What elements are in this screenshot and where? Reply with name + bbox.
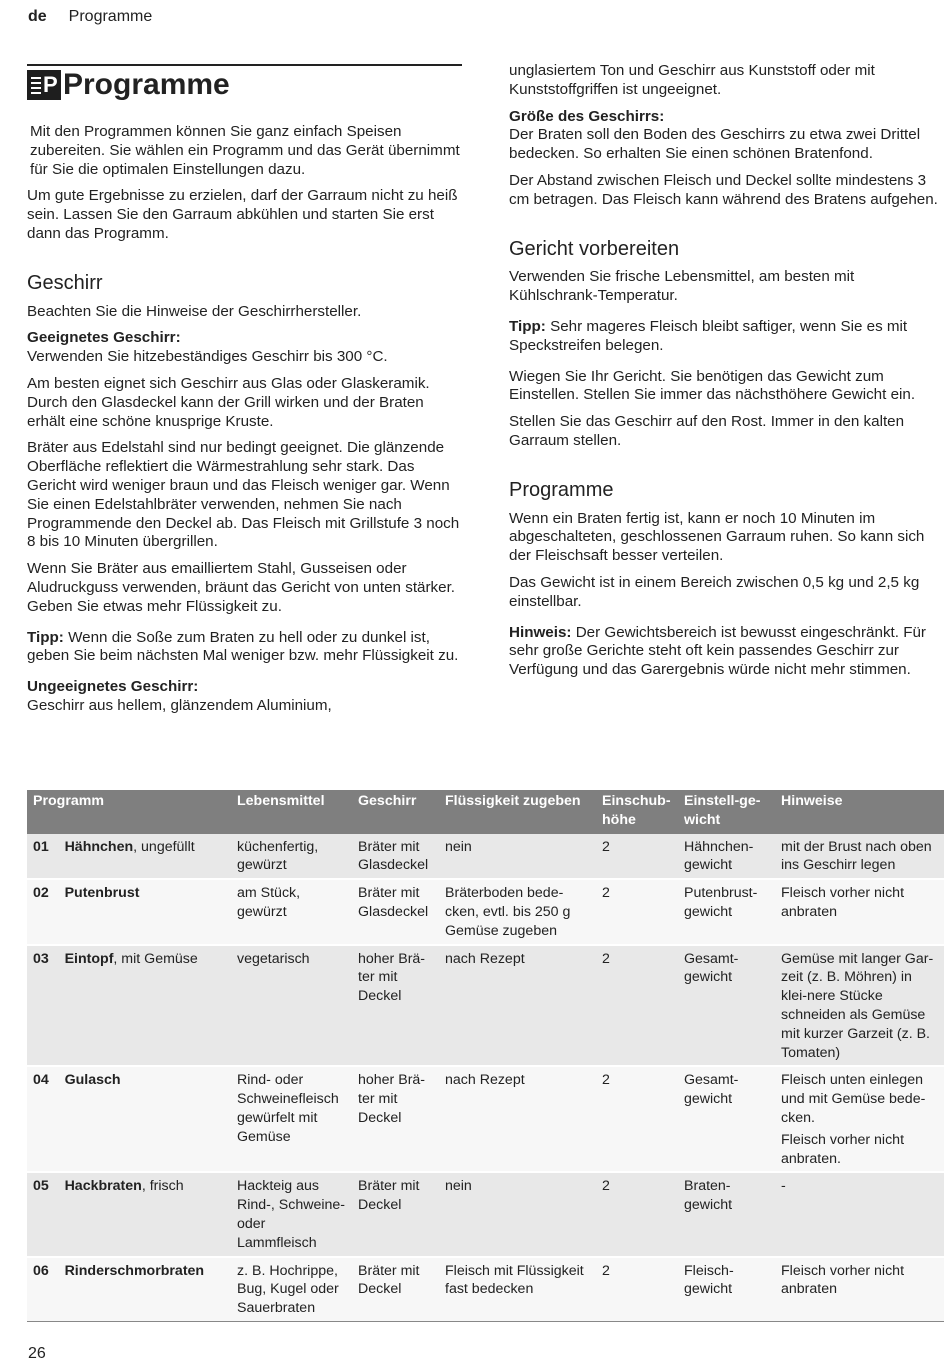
liquid-cell: nach Rezept (439, 1066, 596, 1172)
program-cell (27, 1172, 231, 1256)
program-cell (27, 834, 231, 880)
program-number: 01 (33, 838, 49, 855)
abstand-paragraph: Der Abstand zwischen Fleisch und Deckel sollte mindestens 3 cm betragen. Das Fleisch kann während des Bratens aufgehen. (509, 171, 938, 208)
table-row (27, 1172, 944, 1256)
gericht-tipp-label: Tipp: (509, 317, 546, 335)
note-cell: - (775, 1172, 944, 1256)
food-cell: z. B. Hochrippe, Bug, Kugel oder Sauerbraten (231, 1257, 352, 1322)
liquid-cell: Bräterboden bede-cken, evtl. bis 250 g Gemüse zugeben (439, 879, 596, 944)
edelstahl-paragraph: Bräter aus Edelstahl sind nur bedingt geeignet. Die glänzende Oberfläche reflektiert die Wärmestrahlung sehr stark. Das Gericht wird weniger braun und das Fleisch weniger gar. Wenn Sie einen Edelstahlbräter verwenden, nehmen Sie nach Programmende den Deckel ab. Das Fleisch mit Grillstufe 3 noch 8 bis 10 Minuten übergrillen. (27, 439, 460, 551)
email-paragraph: Wenn Sie Bräter aus emailliertem Stahl, Gusseisen oder Aludruckguss verwenden, bräunt das Gericht von unten stärker. Geben Sie etwas mehr Flüssigkeit zu. (27, 560, 456, 615)
header-hinweise: Hinweise (775, 790, 944, 834)
program-cell (27, 1066, 231, 1172)
weight-cell: Fleisch-gewicht (678, 1257, 775, 1322)
hinweis-text: Der Gewichtsbereich ist bewusst eingeschränkt. Für sehr große Gerichte steht oft kein passendes Geschirr zur Verfügung und das Garergebnis würde nicht mehr stimmen. (509, 623, 926, 679)
program-name: Hähnchen (64, 838, 134, 855)
level-cell: 2 (596, 1172, 678, 1256)
level-cell: 2 (596, 879, 678, 944)
ungeeignet-text: Geschirr aus hellem, glänzendem Aluminium, (27, 696, 332, 714)
program-number: 06 (33, 1262, 49, 1279)
geschirr-heading: Geschirr (27, 271, 103, 294)
ungeeignet-label: Ungeeignetes Geschirr: (27, 678, 199, 696)
groesse-label: Größe des Geschirrs: (509, 107, 665, 125)
table-row (27, 945, 944, 1067)
header-lebensmittel: Lebensmittel (231, 790, 352, 834)
main-title (27, 68, 462, 102)
program-name: Gulasch (64, 1072, 121, 1089)
program-table (27, 790, 944, 1322)
header-geschirr: Geschirr (352, 790, 439, 834)
note-line-1: Fleisch unten einlegen und mit Gemüse bede-cken. (781, 1072, 926, 1126)
geschirr-paragraph: Beachten Sie die Hinweise der Geschirrhersteller. (27, 302, 362, 320)
level-cell: 2 (596, 1066, 678, 1172)
program-suffix: , frisch (141, 1178, 184, 1195)
groesse-text: Der Braten soll den Boden des Geschirrs zu etwa zwei Drittel bedecken. So erhalten Sie einen schönen Bratenfond. (509, 126, 921, 163)
note-cell: Fleisch vorher nicht anbraten (775, 1257, 944, 1322)
page-number: 26 (28, 1345, 46, 1362)
level-cell: 2 (596, 945, 678, 1067)
gericht-heading: Gericht vorbereiten (509, 237, 680, 260)
gericht-tipp (509, 318, 945, 356)
header-fluessigkeit: Flüssigkeit zugeben (439, 790, 596, 834)
left-column (27, 62, 462, 716)
liquid-cell: nach Rezept (439, 945, 596, 1067)
program-name: Rinderschmorbraten (64, 1262, 205, 1279)
program-cell (27, 1257, 231, 1322)
programme-heading: Programme (509, 478, 614, 501)
table-header-row (27, 790, 944, 834)
dish-cell: Bräter mit Deckel (352, 1257, 439, 1322)
dish-cell: hoher Brä-ter mit Deckel (352, 945, 439, 1067)
program-number: 02 (33, 885, 49, 902)
intro-paragraph-2: Um gute Ergebnisse zu erzielen, darf der Garraum nicht zu heiß sein. Lassen Sie den Garraum abkühlen und starten Sie erst dann das Programm. (27, 187, 458, 242)
tipp-paragraph (27, 629, 462, 667)
program-icon: P (27, 70, 61, 100)
weight-cell: Gesamt-gewicht (678, 1066, 775, 1172)
tipp-text: Wenn die Soße zum Braten zu hell oder zu dunkel ist, geben Sie beim nächsten Mal weniger bzw. mehr Flüssigkeit zu. (27, 628, 459, 665)
program-cell (27, 879, 231, 944)
program-name: Eintopf (64, 950, 114, 967)
weight-cell: Gesamt-gewicht (678, 945, 775, 1067)
table-row (27, 879, 944, 944)
geeignet-text: Verwenden Sie hitzebeständiges Geschirr bis 300 °C. (27, 348, 388, 366)
level-cell: 2 (596, 834, 678, 880)
program-number: 05 (33, 1178, 49, 1195)
liquid-cell: nein (439, 834, 596, 880)
note-cell: Fleisch vorher nicht anbraten (775, 879, 944, 944)
food-cell: küchenfertig, gewürzt (231, 834, 352, 880)
intro-paragraph-1: Mit den Programmen können Sie ganz einfach Speisen zubereiten. Sie wählen ein Programm und das Gerät übernimmt für Sie die optimalen Einstellungen dazu. (30, 123, 460, 178)
liquid-cell: Fleisch mit Flüssigkeit fast bedecken (439, 1257, 596, 1322)
note-cell: mit der Brust nach oben ins Geschirr legen (775, 834, 944, 880)
program-cell (27, 945, 231, 1067)
food-cell: Rind- oder Schweinefleisch gewürfelt mit Gemüse (231, 1066, 352, 1172)
program-suffix: , mit Gemüse (113, 950, 198, 967)
language-code: de (28, 8, 47, 25)
weight-cell: Braten-gewicht (678, 1172, 775, 1256)
page-title: Programme (63, 67, 230, 101)
table-row (27, 1066, 944, 1172)
geeignet-label: Geeignetes Geschirr: (27, 329, 181, 347)
programme-paragraph-1: Wenn ein Braten fertig ist, kann er noch 10 Minuten im abgeschalteten, geschlossenen Garraum ruhen. So kann sich der Fleischsaft besser verteilen. (509, 509, 925, 565)
programme-paragraph-2: Das Gewicht ist in einem Bereich zwischen 0,5 kg und 2,5 kg einstellbar. (509, 573, 920, 610)
gericht-paragraph-2: Wiegen Sie Ihr Gericht. Sie benötigen das Gewicht zum Einstellen. Stellen Sie immer das nächsthöhere Gewicht ein. (509, 367, 916, 404)
glas-paragraph: Am besten eignet sich Geschirr aus Glas oder Glaskeramik. Durch den Glasdeckel kann der Grill wirken und der Braten erhält eine schöne knusprige Kruste. (27, 374, 430, 430)
dish-cell: hoher Brä-ter mit Deckel (352, 1066, 439, 1172)
continuation-text: unglasiertem Ton und Geschirr aus Kunststoff oder mit Kunststoffgriffen ist ungeeignet. (509, 62, 875, 98)
header-einstellgewicht: Einstell-ge-wicht (678, 790, 775, 834)
dish-cell: Bräter mit Glasdeckel (352, 834, 439, 880)
liquid-cell: nein (439, 1172, 596, 1256)
table-row (27, 1257, 944, 1322)
tipp-label: Tipp: (27, 628, 64, 646)
note-cell: Gemüse mit langer Gar-zeit (z. B. Möhren) in klei-nere Stücke schneiden als Gemüse mit kurzer Garzeit (z. B. Tomaten) (775, 945, 944, 1067)
weight-cell: Hähnchen-gewicht (678, 834, 775, 880)
gericht-paragraph-1: Verwenden Sie frische Lebensmittel, am besten mit Kühlschrank-Temperatur. (509, 268, 855, 305)
header-einschubhoehe: Einschub-höhe (596, 790, 678, 834)
right-column (509, 62, 945, 688)
food-cell: am Stück, gewürzt (231, 879, 352, 944)
gericht-tipp-text: Sehr mageres Fleisch bleibt saftiger, wenn Sie es mit Speckstreifen belegen. (509, 317, 908, 354)
level-cell: 2 (596, 1257, 678, 1322)
program-name: Hackbraten (64, 1178, 142, 1195)
dish-cell: Bräter mit Glasdeckel (352, 879, 439, 944)
gericht-paragraph-3: Stellen Sie das Geschirr auf den Rost. Immer in den kalten Garraum stellen. (509, 413, 905, 449)
program-number: 03 (33, 950, 49, 967)
dish-cell: Bräter mit Deckel (352, 1172, 439, 1256)
food-cell: vegetarisch (231, 945, 352, 1067)
note-line-2: Fleisch vorher nicht anbraten. (781, 1131, 905, 1167)
food-cell: Hackteig aus Rind-, Schweine- oder Lammfleisch (231, 1172, 352, 1256)
hinweis-label: Hinweis: (509, 623, 572, 641)
weight-cell: Putenbrust-gewicht (678, 879, 775, 944)
table-row (27, 834, 944, 880)
program-suffix: , ungefüllt (133, 838, 195, 855)
note-cell (775, 1066, 944, 1172)
page-header (28, 8, 152, 26)
hinweis-paragraph (509, 624, 945, 680)
header-programm: Programm (27, 790, 231, 834)
program-name: Putenbrust (64, 885, 140, 902)
header-section: Programme (68, 8, 153, 25)
program-number: 04 (33, 1072, 49, 1089)
